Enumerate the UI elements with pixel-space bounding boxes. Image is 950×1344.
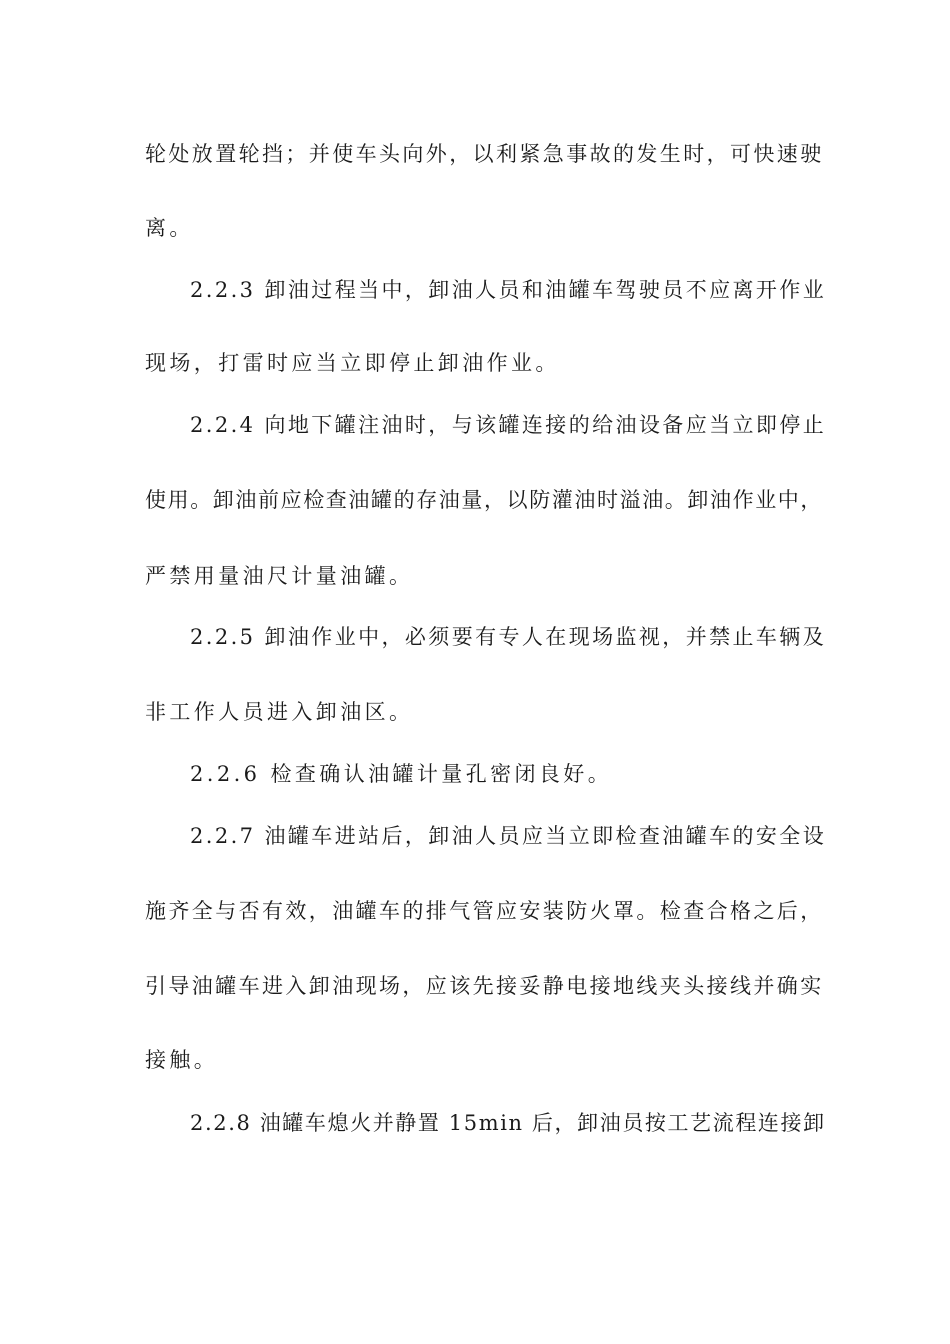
- body-text-line: 接触。: [145, 1048, 219, 1072]
- body-text-line: 非工作人员进入卸油区。: [145, 700, 414, 724]
- clause-2-2-7: 2.2.7 油罐车进站后，卸油人员应当立即检查油罐车的安全设: [190, 824, 827, 848]
- clause-2-2-5: 2.2.5 卸油作业中，必须要有专人在现场监视，并禁止车辆及: [190, 625, 827, 649]
- clause-2-2-8: 2.2.8 油罐车熄火并静置 15min 后，卸油员按工艺流程连接卸: [190, 1111, 826, 1135]
- body-text-line: 现场，打雷时应当立即停止卸油作业。: [145, 351, 560, 375]
- body-text-line: 离。: [145, 216, 194, 240]
- body-text-line: 严禁用量油尺计量油罐。: [145, 564, 414, 588]
- body-text-line: 使用。卸油前应检查油罐的存油量，以防灌油时溢油。卸油作业中，: [145, 488, 823, 512]
- clause-2-2-4: 2.2.4 向地下罐注油时，与该罐连接的给油设备应当立即停止: [190, 413, 827, 437]
- clause-2-2-3: 2.2.3 卸油过程当中，卸油人员和油罐车驾驶员不应离开作业: [190, 278, 827, 302]
- body-text-line: 施齐全与否有效，油罐车的排气管应安装防火罩。检查合格之后，: [145, 899, 824, 923]
- body-text-line: 引导油罐车进入卸油现场，应该先接妥静电接地线夹头接线并确实: [145, 974, 824, 998]
- clause-2-2-6: 2.2.6 检查确认油罐计量孔密闭良好。: [190, 762, 613, 786]
- body-text-line: 轮处放置轮挡；并使车头向外，以利紧急事故的发生时，可快速驶: [145, 142, 824, 166]
